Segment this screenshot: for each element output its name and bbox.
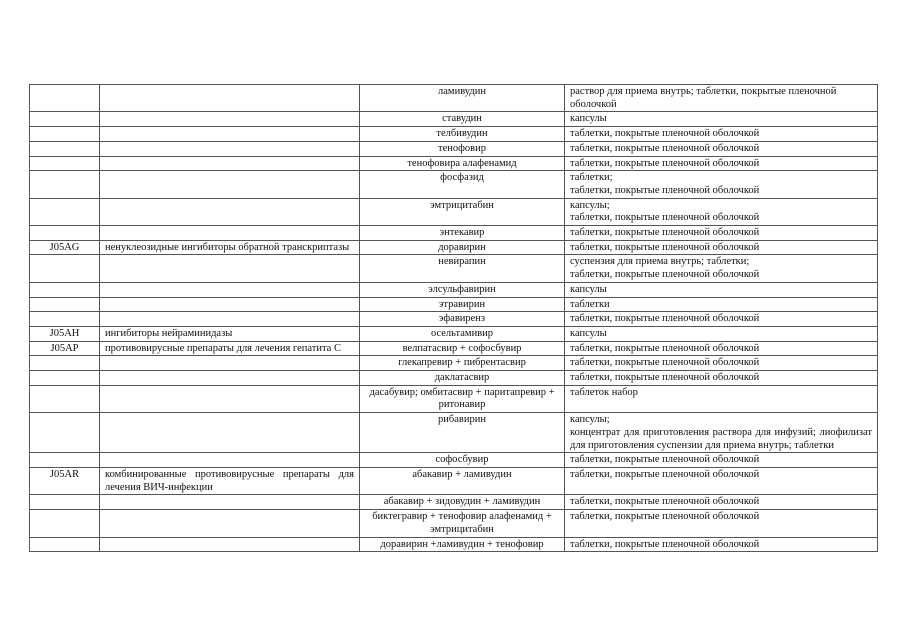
table-row (30, 171, 878, 198)
dosage-form-line: таблетки, покрытые пленочной оболочкой (570, 241, 760, 253)
atc-code-cell (30, 255, 100, 282)
drug-name-cell: энтекавир (360, 226, 565, 241)
pharmacological-group-cell (100, 226, 360, 241)
dosage-form-line: таблеток набор (570, 386, 638, 398)
dosage-form-cell (565, 127, 878, 142)
table-row (30, 371, 878, 386)
pharmacological-group-cell (100, 156, 360, 171)
pharmacological-group-cell (100, 198, 360, 225)
dosage-form-line: капсулы (570, 327, 607, 339)
dosage-form-line: таблетки, покрытые пленочной оболочкой (570, 357, 760, 369)
dosage-form-line: таблетки, покрытые пленочной оболочкой (570, 142, 760, 154)
dosage-form-cell (565, 156, 878, 171)
pharmacological-group-cell (100, 495, 360, 510)
drug-name-cell: абакавир + зидовудин + ламивудин (360, 495, 565, 510)
drug-name-cell: даклатасвир (360, 371, 565, 386)
drug-name-cell: элсульфавирин (360, 282, 565, 297)
dosage-form-line: таблетки, покрытые пленочной оболочкой (570, 538, 760, 550)
atc-code-cell (30, 112, 100, 127)
table-row (30, 467, 878, 494)
pharmacological-group-cell (100, 297, 360, 312)
dosage-form-cell (565, 226, 878, 241)
atc-code-cell: J05AG (30, 240, 100, 255)
drug-name-cell: дасабувир; омбитасвир + паритапревир + ритонавир (360, 385, 565, 412)
table-row (30, 255, 878, 282)
dosage-form-cell (565, 371, 878, 386)
atc-code-cell (30, 85, 100, 112)
pharmacological-group-cell (100, 312, 360, 327)
dosage-form-line: капсулы; (570, 414, 610, 426)
drug-name-cell: ламивудин (360, 85, 565, 112)
atc-code-cell (30, 510, 100, 537)
dosage-form-line: таблетки, покрытые пленочной оболочкой (570, 342, 760, 354)
dosage-form-cell (565, 413, 878, 453)
table-row (30, 312, 878, 327)
dosage-form-line: таблетки (570, 298, 610, 310)
drug-name-cell: доравирин (360, 240, 565, 255)
dosage-form-cell (565, 141, 878, 156)
drug-name-cell: этравирин (360, 297, 565, 312)
dosage-form-line: таблетки, покрытые пленочной оболочкой (570, 468, 760, 480)
drug-name-cell: тенофовир (360, 141, 565, 156)
table-row (30, 495, 878, 510)
table-row (30, 453, 878, 468)
drug-name-cell: невирапин (360, 255, 565, 282)
table-row (30, 413, 878, 453)
table-row (30, 356, 878, 371)
dosage-form-line: таблетки, покрытые пленочной оболочкой (570, 313, 760, 325)
pharmacological-group-cell (100, 255, 360, 282)
dosage-form-line: раствор для приема внутрь; таблетки, покрытые пленочной оболочкой (570, 86, 837, 110)
drug-name-cell: велпатасвир + софосбувир (360, 341, 565, 356)
dosage-form-line: таблетки, покрытые пленочной оболочкой (570, 454, 760, 466)
pharmacological-group-cell (100, 537, 360, 552)
table-row (30, 240, 878, 255)
drug-name-cell: глекапревир + пибрентасвир (360, 356, 565, 371)
dosage-form-cell (565, 297, 878, 312)
drug-name-cell: эмтрицитабин (360, 198, 565, 225)
table-row (30, 85, 878, 112)
drug-name-cell: эфавиренз (360, 312, 565, 327)
dosage-form-line: таблетки, покрытые пленочной оболочкой (570, 269, 760, 281)
pharmacological-group-cell: комбинированные противовирусные препараты для лечения ВИЧ-инфекции (100, 467, 360, 494)
atc-code-cell (30, 156, 100, 171)
dosage-form-line: таблетки, покрытые пленочной оболочкой (570, 128, 760, 140)
dosage-form-cell (565, 282, 878, 297)
drug-name-cell: доравирин +ламивудин + тенофовир (360, 537, 565, 552)
dosage-form-line: таблетки, покрытые пленочной оболочкой (570, 511, 760, 523)
drug-name-cell: тенофовира алафенамид (360, 156, 565, 171)
pharmacological-group-cell: ингибиторы нейраминидазы (100, 326, 360, 341)
table-row (30, 112, 878, 127)
atc-code-cell (30, 495, 100, 510)
atc-code-cell (30, 282, 100, 297)
dosage-form-line: капсулы; (570, 199, 610, 211)
atc-code-cell (30, 141, 100, 156)
dosage-form-line: таблетки, покрытые пленочной оболочкой (570, 212, 760, 224)
dosage-form-cell (565, 510, 878, 537)
atc-code-cell (30, 198, 100, 225)
dosage-form-cell (565, 495, 878, 510)
atc-code-cell (30, 356, 100, 371)
atc-code-cell (30, 297, 100, 312)
table-row (30, 297, 878, 312)
atc-code-cell (30, 453, 100, 468)
pharmacological-group-cell (100, 112, 360, 127)
dosage-form-line: таблетки, покрытые пленочной оболочкой (570, 184, 760, 196)
drug-name-cell: абакавир + ламивудин (360, 467, 565, 494)
drug-table-body (30, 85, 878, 552)
atc-code-cell (30, 171, 100, 198)
dosage-form-cell (565, 198, 878, 225)
atc-code-cell (30, 226, 100, 241)
atc-code-cell: J05AH (30, 326, 100, 341)
dosage-form-cell (565, 356, 878, 371)
pharmacological-group-cell (100, 85, 360, 112)
drug-name-cell: телбивудин (360, 127, 565, 142)
dosage-form-line: капсулы (570, 283, 607, 295)
drug-name-cell: фосфазид (360, 171, 565, 198)
table-row (30, 198, 878, 225)
drug-name-cell: рибавирин (360, 413, 565, 453)
atc-code-cell: J05AR (30, 467, 100, 494)
table-row (30, 385, 878, 412)
table-row (30, 326, 878, 341)
drug-table (29, 84, 878, 552)
dosage-form-cell (565, 85, 878, 112)
dosage-form-cell (565, 171, 878, 198)
dosage-form-cell (565, 312, 878, 327)
dosage-form-line: концентрат для приготовления раствора для инфузий; лиофилизат для приготовления суспензии для приема внутрь; таблетки (570, 426, 872, 451)
dosage-form-line: таблетки, покрытые пленочной оболочкой (570, 372, 760, 384)
dosage-form-cell (565, 341, 878, 356)
table-row (30, 141, 878, 156)
dosage-form-line: таблетки, покрытые пленочной оболочкой (570, 496, 760, 508)
table-row (30, 156, 878, 171)
pharmacological-group-cell (100, 413, 360, 453)
atc-code-cell (30, 127, 100, 142)
dosage-form-cell (565, 467, 878, 494)
pharmacological-group-cell (100, 141, 360, 156)
drug-name-cell: ставудин (360, 112, 565, 127)
pharmacological-group-cell (100, 371, 360, 386)
table-row (30, 127, 878, 142)
pharmacological-group-cell (100, 356, 360, 371)
drug-name-cell: биктегравир + тенофовир алафенамид + эмтрицитабин (360, 510, 565, 537)
dosage-form-cell (565, 255, 878, 282)
dosage-form-cell (565, 385, 878, 412)
atc-code-cell (30, 385, 100, 412)
dosage-form-line: таблетки; (570, 172, 613, 184)
table-row (30, 341, 878, 356)
drug-name-cell: софосбувир (360, 453, 565, 468)
dosage-form-cell (565, 453, 878, 468)
dosage-form-line: капсулы (570, 113, 607, 125)
atc-code-cell: J05AP (30, 341, 100, 356)
table-row (30, 226, 878, 241)
atc-code-cell (30, 371, 100, 386)
dosage-form-cell (565, 537, 878, 552)
pharmacological-group-cell (100, 127, 360, 142)
pharmacological-group-cell (100, 453, 360, 468)
table-row (30, 510, 878, 537)
table-row (30, 282, 878, 297)
pharmacological-group-cell (100, 385, 360, 412)
pharmacological-group-cell: противовирусные препараты для лечения гепатита C (100, 341, 360, 356)
pharmacological-group-cell (100, 510, 360, 537)
dosage-form-line: таблетки, покрытые пленочной оболочкой (570, 227, 760, 239)
dosage-form-cell (565, 112, 878, 127)
dosage-form-line: суспензия для приема внутрь; таблетки; (570, 256, 750, 268)
pharmacological-group-cell: ненуклеозидные ингибиторы обратной транскриптазы (100, 240, 360, 255)
pharmacological-group-cell (100, 171, 360, 198)
drug-name-cell: осельтамивир (360, 326, 565, 341)
atc-code-cell (30, 413, 100, 453)
table-row (30, 537, 878, 552)
atc-code-cell (30, 312, 100, 327)
pharmacological-group-cell (100, 282, 360, 297)
atc-code-cell (30, 537, 100, 552)
dosage-form-cell (565, 326, 878, 341)
dosage-form-line: таблетки, покрытые пленочной оболочкой (570, 157, 760, 169)
dosage-form-cell (565, 240, 878, 255)
